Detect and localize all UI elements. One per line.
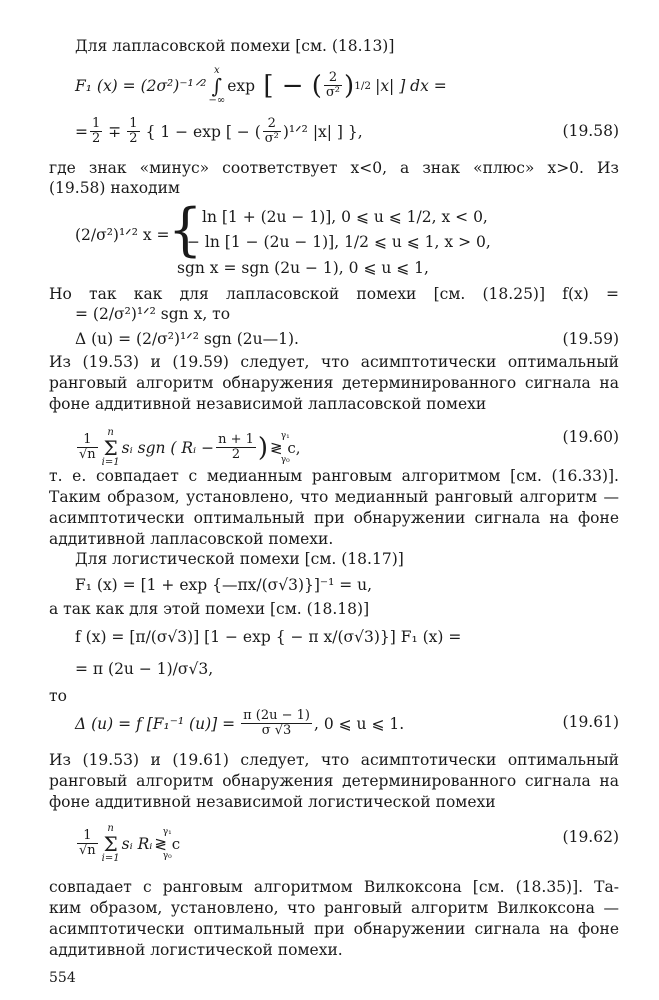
text-line: аддитивной логистической помехи. — [49, 941, 343, 959]
decision-relation — [270, 432, 301, 465]
fraction-den: 2 — [216, 447, 256, 463]
fraction-num: π (2u − 1) — [243, 708, 310, 724]
fraction — [90, 117, 102, 147]
text-line: асимптотически оптимальный при обнаружении сигнала на фоне — [49, 509, 619, 527]
fraction-den: 2 — [129, 130, 138, 146]
rel-upper: γ₁ — [280, 430, 290, 441]
text-line: фоне аддитивной независимой лапласовской помехи — [49, 395, 487, 413]
sum-op: Σ — [103, 436, 118, 460]
sum-sign — [102, 428, 120, 468]
eq-part: , 0 ⩽ u ⩽ 1. — [314, 715, 405, 733]
eq-part: |x| ] dx = — [375, 77, 447, 95]
bracket: [ − ( — [255, 71, 322, 101]
text-line: = (2/σ²)¹ᐟ² sgn x, то — [75, 305, 231, 323]
cases-lhs: (2/σ²)¹ᐟ² x = — [75, 226, 170, 244]
text-line: асимптотически оптимальный при обнаружении сигнала на фоне — [49, 920, 619, 938]
cases-row: sgn x = sgn (2u − 1), 0 ⩽ u ⩽ 1, — [177, 259, 429, 277]
text-line: ранговый алгоритм обнаружения детерминированного сигнала на — [49, 772, 619, 790]
equation-19-62 — [75, 816, 182, 872]
integral-op: ∫ — [211, 74, 223, 98]
rel-upper: γ₁ — [162, 826, 172, 837]
equation-number: (19.58) — [562, 122, 619, 140]
fraction — [241, 709, 312, 739]
text-line: Для лапласовской помехи [см. (18.13)] — [75, 37, 395, 55]
equation-number: (19.61) — [562, 713, 619, 731]
text-line: (19.58) находим — [49, 179, 180, 197]
text-line: Из (19.53) и (19.61) следует, что асимптотически оптимальный — [49, 751, 619, 769]
sum-lower: i=1 — [101, 853, 120, 864]
eq-part: sᵢ sgn ( Rᵢ − — [121, 439, 215, 457]
rel-mid: ≷ c — [154, 834, 181, 853]
fraction-den: √n — [79, 842, 96, 858]
text-line: Но так как для лапласовской помехи [см. (18.25)] f(x) = — [49, 285, 619, 303]
fraction-den: σ² — [325, 84, 341, 100]
cases-row: − ln [1 − (2u − 1)], 1/2 ⩽ u ⩽ 1, x > 0, — [187, 233, 491, 251]
sum-upper: n — [107, 427, 114, 438]
text-line: Для логистической помехи [см. (18.17)] — [75, 550, 404, 568]
equation-logistic-pdf: f (x) = [π/(σ√3)] [1 − exp { − π x/(σ√3)}] F₁ (x) = — [75, 628, 462, 646]
fraction-num: 1 — [83, 432, 92, 448]
fraction-num: 1 — [129, 116, 138, 132]
equation-19-61 — [75, 702, 404, 746]
text-line: совпадает с ранговым алгоритмом Вилкоксона [см. (18.35)]. Та- — [49, 878, 619, 896]
sum-op: Σ — [103, 832, 118, 856]
text-line: Из (19.53) и (19.59) следует, что асимптотически оптимальный — [49, 353, 619, 371]
equation-19-58 — [75, 110, 363, 154]
page-number: 554 — [49, 970, 76, 986]
equation-laplace-cdf: F₁ (x) = (2σ²)⁻¹ᐟ² x ∫ −∞ exp [ − ( $\frac{2}{\text{σ²}}$ ) 1/2 |x| ] dx = — [75, 65, 447, 106]
fraction-num: n + 1 — [218, 432, 254, 448]
fraction-num: 2 — [267, 116, 276, 132]
fraction-den: σ √3 — [241, 723, 312, 739]
text-line: Таким образом, установлено, что медианный ранговый алгоритм — — [49, 488, 619, 506]
eq-part: Δ (u) = f [F₁⁻¹ (u)] = — [75, 715, 236, 733]
eq-part: { 1 − exp [ − ( — [145, 123, 261, 141]
sum-sign — [102, 824, 120, 864]
eq-part: exp — [227, 77, 256, 95]
rel-lower: γ₀ — [280, 454, 290, 465]
fraction — [324, 71, 342, 101]
fraction-den: 2 — [92, 130, 101, 146]
sum-lower: i=1 — [101, 457, 120, 468]
rel-mid: ≷ c, — [270, 438, 301, 457]
bracket: ) — [257, 433, 269, 463]
rel-lower: γ₀ — [162, 850, 172, 861]
equation-number: (19.60) — [562, 428, 619, 446]
equation-number: (19.59) — [562, 330, 619, 348]
fraction-num: 1 — [92, 116, 101, 132]
eq-part: ∓ — [108, 123, 122, 141]
text-line: а так как для этой помехи [см. (18.18)] — [49, 600, 370, 618]
cases-row: ln [1 + (2u − 1)], 0 ⩽ u ⩽ 1/2, x < 0, — [202, 208, 488, 226]
text-line: аддитивной лапласовской помехи. — [49, 530, 334, 548]
equation-logistic-cdf: F₁ (x) = [1 + exp {—πx/(σ√3)}]⁻¹ = u, — [75, 576, 373, 594]
text-line: где знак «минус» соответствует x<0, а знак «плюс» x>0. Из — [49, 159, 619, 177]
text-line: то — [49, 687, 67, 705]
fraction-den: σ² — [264, 130, 279, 146]
text-line: т. е. совпадает с медианным ранговым алгоритмом [см. (16.33)]. — [49, 467, 619, 485]
cases-brace: { — [168, 196, 203, 263]
fraction-den: √n — [79, 446, 96, 462]
fraction-num: 1 — [83, 828, 92, 844]
sum-upper: n — [107, 823, 114, 834]
integral-sign — [209, 66, 226, 106]
eq-part: = — [75, 123, 88, 141]
fraction — [263, 117, 281, 147]
fraction — [216, 433, 256, 463]
equation-19-59: Δ (u) = (2/σ²)¹ᐟ² sgn (2u—1). — [75, 330, 299, 348]
eq-part: sᵢ Rᵢ — [121, 835, 153, 853]
text-line: ким образом, установлено, что ранговый алгоритм Вилкоксона — — [49, 899, 619, 917]
text-line: ранговый алгоритм обнаружения детерминированного сигнала на — [49, 374, 619, 392]
eq-part: F₁ (x) = (2σ²)⁻¹ᐟ² — [75, 77, 207, 95]
fraction — [77, 433, 98, 463]
fraction — [77, 829, 98, 859]
decision-relation — [154, 828, 180, 861]
text-line: фоне аддитивной независимой логистической помехи — [49, 793, 496, 811]
fraction-num: 2 — [328, 70, 338, 86]
integral-upper: x — [214, 65, 220, 76]
fraction — [127, 117, 139, 147]
bracket: ) — [344, 71, 355, 101]
equation-logistic-pdf-2: = π (2u − 1)/σ√3, — [75, 660, 214, 678]
equation-number: (19.62) — [562, 828, 619, 846]
integral-lower: −∞ — [208, 95, 226, 106]
eq-part: )¹ᐟ² |x| ] }, — [282, 123, 363, 141]
